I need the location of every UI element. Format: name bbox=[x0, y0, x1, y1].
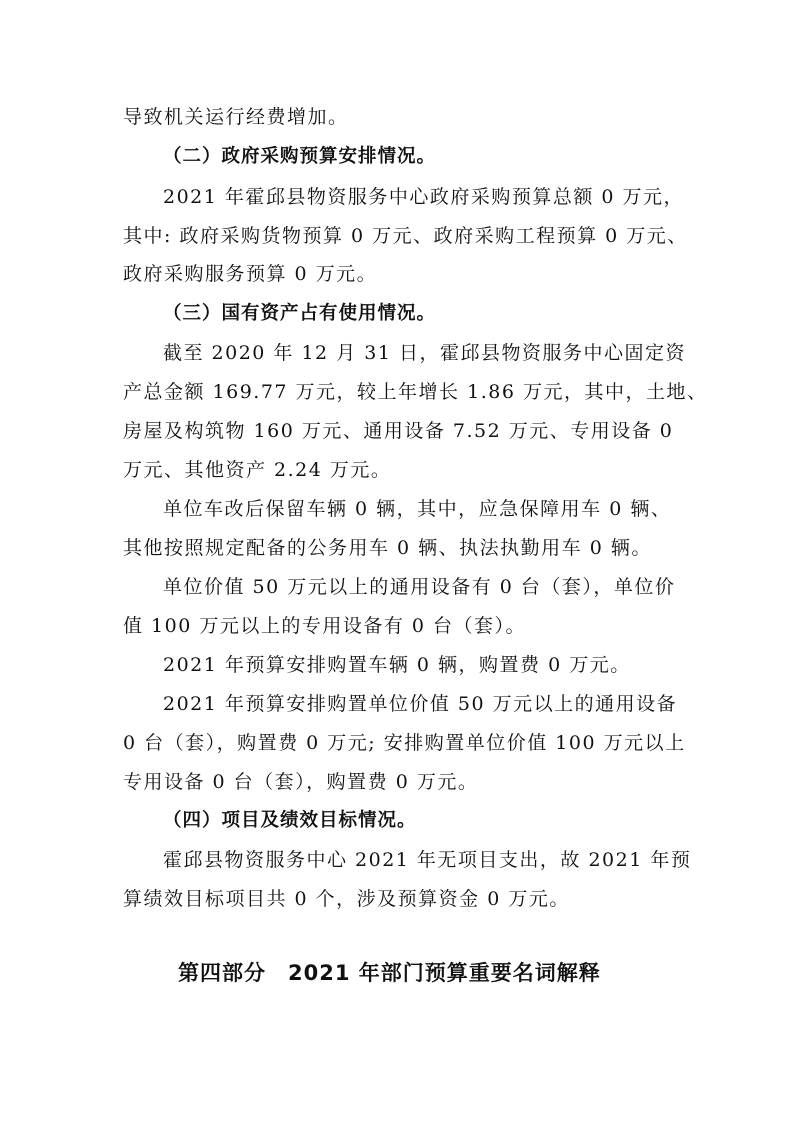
paragraph-line: 单位价值 50 万元以上的通用设备有 0 台（套），单位价 bbox=[163, 576, 676, 598]
paragraph-line: 产总金额 169.77 万元，较上年增长 1.86 万元，其中，土地、 bbox=[123, 381, 708, 403]
paragraph-line: 算绩效目标项目共 0 个，涉及预算资金 0 万元。 bbox=[123, 888, 570, 910]
paragraph-line: 专用设备 0 台（套），购置费 0 万元。 bbox=[123, 771, 479, 793]
paragraph-line: 霍邱县物资服务中心 2021 年无项目支出，故 2021 年预 bbox=[163, 849, 692, 871]
paragraph-line: 其中: 政府采购货物预算 0 万元、政府采购工程预算 0 万元、 bbox=[123, 225, 688, 247]
paragraph-line: 2021 年预算安排购置车辆 0 辆，购置费 0 万元。 bbox=[163, 654, 631, 676]
section-heading-procurement: （二）政府采购预算安排情况。 bbox=[163, 146, 437, 167]
paragraph-line: 2021 年霍邱县物资服务中心政府采购预算总额 0 万元， bbox=[163, 186, 685, 208]
paragraph-line: 房屋及构筑物 160 万元、通用设备 7.52 万元、专用设备 0 bbox=[123, 420, 674, 442]
paragraph-line: 单位车改后保留车辆 0 辆，其中，应急保障用车 0 辆、 bbox=[163, 498, 672, 520]
paragraph-line: 其他按照规定配备的公务用车 0 辆、执法执勤用车 0 辆。 bbox=[123, 537, 652, 559]
paragraph-line: 截至 2020 年 12 月 31 日，霍邱县物资服务中心固定资 bbox=[163, 342, 686, 364]
paragraph-line: 值 100 万元以上的专用设备有 0 台（套）。 bbox=[123, 615, 527, 637]
section-heading-assets: （三）国有资产占有使用情况。 bbox=[163, 303, 437, 324]
part-four-title: 第四部分 2021 年部门预算重要名词解释 bbox=[178, 961, 601, 985]
paragraph-line: 导致机关运行经费增加。 bbox=[123, 106, 349, 128]
paragraph-line: 政府采购服务预算 0 万元。 bbox=[123, 263, 378, 285]
paragraph-line: 0 台（套），购置费 0 万元; 安排购置单位价值 100 万元以上 bbox=[123, 732, 686, 754]
paragraph-line: 2021 年预算安排购置单位价值 50 万元以上的通用设备 bbox=[163, 693, 678, 715]
section-heading-projects: （四）项目及绩效目标情况。 bbox=[163, 810, 417, 831]
paragraph-line: 万元、其他资产 2.24 万元。 bbox=[123, 459, 392, 481]
